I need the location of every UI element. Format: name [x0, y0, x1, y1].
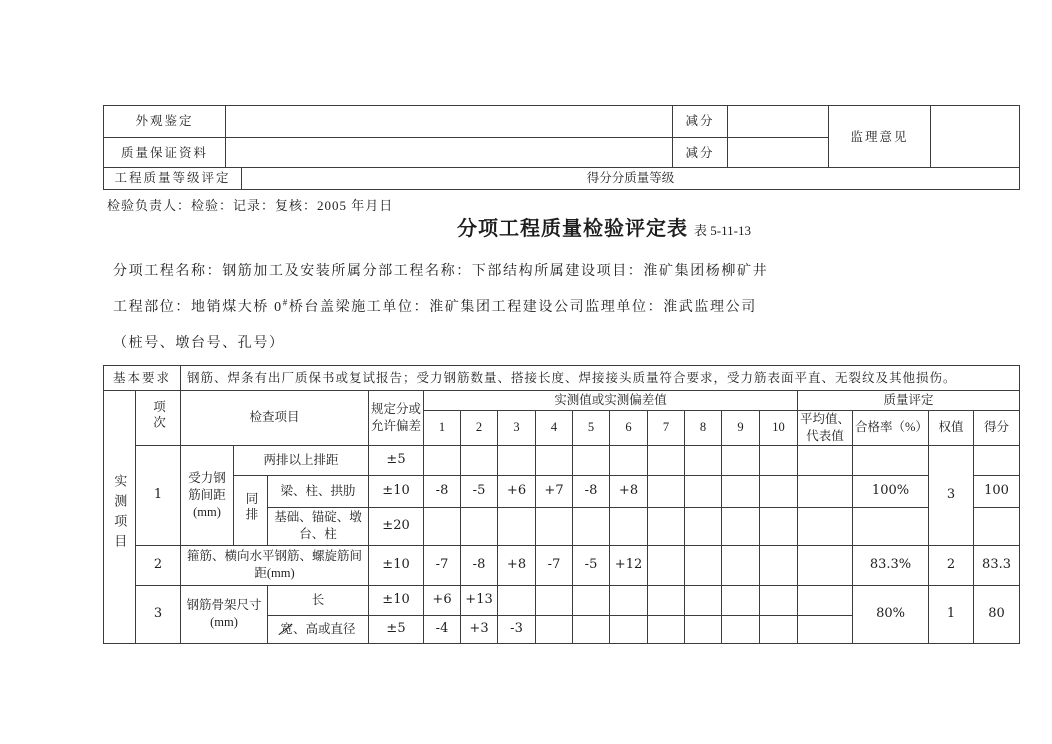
item1-name: 受力钢筋间距(mm) — [181, 445, 234, 545]
item3b-sub-rest: 、高或直径 — [293, 621, 356, 636]
deduction-value-cell-2 — [728, 138, 829, 169]
measured-value-cell — [685, 475, 722, 507]
header-col-4: 4 — [536, 411, 573, 446]
measured-value-cell — [760, 585, 798, 615]
header-col-3: 3 — [498, 411, 536, 446]
measured-value-cell — [610, 507, 648, 545]
item1b-tolerance: ±10 — [369, 475, 424, 507]
page-title-suffix: 表 5-11-13 — [694, 223, 751, 238]
header-spec: 规定分或允许偏差 — [369, 391, 424, 446]
measured-value-cell — [685, 507, 722, 545]
measured-value-cell — [722, 507, 760, 545]
item3-weight: 1 — [929, 585, 974, 643]
item1a-pass-cell — [853, 445, 929, 475]
item1-weight: 3 — [929, 445, 974, 545]
measured-value-cell — [648, 545, 685, 585]
measured-value-cell — [573, 445, 610, 475]
item3-name: 钢筋骨架尺寸(mm) — [181, 585, 268, 643]
measured-value-cell — [760, 545, 798, 585]
header-quality: 质量评定 — [798, 391, 1020, 411]
quality-assurance-label: 质量保证资料 — [104, 138, 226, 169]
measured-value-cell — [685, 545, 722, 585]
header-col-2: 2 — [461, 411, 498, 446]
basic-requirement-text: 钢筋、焊条有出厂质保书或复试报告；受力钢筋数量、搭接长度、焊接接头质量符合要求，受力筋表面平直、无裂纹及其他损伤。 — [181, 366, 1020, 391]
measured-value-cell — [424, 507, 461, 545]
item1c-sub: 基础、锚碇、墩台、柱 — [268, 507, 369, 545]
appearance-summary-table — [103, 105, 1020, 169]
measured-value-cell: +12 — [610, 545, 648, 585]
measured-value-cell: -8 — [424, 475, 461, 507]
measured-value-cell: -5 — [573, 545, 610, 585]
measured-value-cell — [760, 475, 798, 507]
header-col-1: 1 — [424, 411, 461, 446]
measured-value-cell — [722, 475, 760, 507]
item1c-pass-cell — [853, 507, 929, 545]
pile-number-line: （桩号、墩台号、孔号） — [113, 336, 285, 351]
measured-value-cell — [573, 585, 610, 615]
deduction-value-cell-1 — [728, 106, 829, 138]
item3a-average-cell — [798, 585, 853, 615]
header-score: 得分 — [974, 411, 1020, 446]
header-item-no-text: 项次 — [151, 399, 166, 431]
measured-value-cell — [648, 585, 685, 615]
item2-pass-rate: 83.3% — [853, 545, 929, 585]
measured-value-cell — [685, 615, 722, 643]
measured-value-cell — [760, 615, 798, 643]
side-label-cell — [104, 391, 136, 644]
header-average — [798, 411, 853, 446]
project-name-line: 分项工程名称：钢筋加工及安装所属分部工程名称：下部结构所属建设项目：淮矿集团杨柳矿井 — [113, 264, 769, 279]
measured-value-cell — [722, 585, 760, 615]
measured-value-cell: -5 — [461, 475, 498, 507]
header-measured: 实测值或实测偏差值 — [424, 391, 798, 411]
deduction-label-1: 减分 — [673, 106, 728, 138]
measured-value-cell: +6 — [498, 475, 536, 507]
item1c-score-cell — [974, 507, 1020, 545]
measured-value-cell — [536, 585, 573, 615]
page-title: 分项工程质量检验评定表 — [457, 218, 689, 240]
measured-value-cell — [685, 585, 722, 615]
item1-tongpai — [234, 475, 268, 545]
item2-weight: 2 — [929, 545, 974, 585]
side-label: 实测项目 — [112, 474, 128, 555]
measured-value-cell — [722, 545, 760, 585]
measured-value-cell: -3 — [498, 615, 536, 643]
measured-value-cell — [760, 445, 798, 475]
measured-value-cell — [536, 445, 573, 475]
item3-no: 3 — [136, 585, 181, 643]
header-average-l2: 代表值 — [806, 428, 844, 443]
item1-no: 1 — [136, 445, 181, 545]
item3-pass-rate: 80% — [853, 585, 929, 643]
measured-value-cell: -4 — [424, 615, 461, 643]
item1b-score: 100 — [974, 475, 1020, 507]
item3-score: 80 — [974, 585, 1020, 643]
measured-value-cell — [573, 507, 610, 545]
appearance-value-cell — [226, 106, 673, 138]
header-weight: 权值 — [929, 411, 974, 446]
measured-value-cell — [424, 445, 461, 475]
measured-value-cell — [536, 615, 573, 643]
measured-value-cell: +7 — [536, 475, 573, 507]
measured-value-cell — [648, 445, 685, 475]
location-prefix: 工程部位：地销煤大桥 0 — [113, 300, 283, 315]
measured-value-cell: +8 — [498, 545, 536, 585]
measured-value-cell — [648, 507, 685, 545]
item3b-sub — [268, 615, 369, 643]
item3a-sub: 长 — [268, 585, 369, 615]
item1c-average-cell — [798, 507, 853, 545]
item1b-sub: 梁、柱、拱肋 — [268, 475, 369, 507]
location-sup: # — [282, 297, 289, 308]
supervisor-opinion-label: 监理意见 — [829, 106, 931, 169]
item1a-average-cell — [798, 445, 853, 475]
measured-value-cell — [498, 585, 536, 615]
item1-tongpai-text: 同排 — [243, 492, 258, 524]
measured-value-cell: -8 — [573, 475, 610, 507]
measured-value-cell — [498, 507, 536, 545]
measured-value-cell: -7 — [536, 545, 573, 585]
item3b-sub-struck: 宽 — [280, 621, 294, 636]
header-average-l1: 平均值、 — [800, 412, 851, 426]
measured-value-cell: -8 — [461, 545, 498, 585]
measured-value-cell: +3 — [461, 615, 498, 643]
item2-no: 2 — [136, 545, 181, 585]
item3a-tolerance: ±10 — [369, 585, 424, 615]
appearance-label: 外观鉴定 — [104, 106, 226, 138]
grade-evaluation-table — [103, 167, 1020, 190]
measured-value-cell: +8 — [610, 475, 648, 507]
measured-value-cell — [536, 507, 573, 545]
measured-value-cell: +13 — [461, 585, 498, 615]
header-check-item: 检查项目 — [181, 391, 369, 446]
item1a-tolerance: ±5 — [369, 445, 424, 475]
item2-average-cell — [798, 545, 853, 585]
measured-value-cell — [461, 445, 498, 475]
deduction-label-2: 减分 — [673, 138, 728, 169]
measured-value-cell — [648, 615, 685, 643]
measured-value-cell — [760, 507, 798, 545]
measured-value-cell: +6 — [424, 585, 461, 615]
supervisor-opinion-cell — [931, 106, 1020, 169]
header-col-7: 7 — [648, 411, 685, 446]
measured-value-cell — [685, 445, 722, 475]
inspector-line: 检验负责人：检验：记录：复核：2005 年月日 — [107, 198, 394, 213]
item3b-tolerance: ±5 — [369, 615, 424, 643]
measured-value-cell: -7 — [424, 545, 461, 585]
page-title-block — [78, 212, 1052, 241]
grade-label: 工程质量等级评定 — [104, 168, 242, 190]
header-col-10: 10 — [760, 411, 798, 446]
header-item-no — [136, 391, 181, 446]
item2-score: 83.3 — [974, 545, 1020, 585]
item1c-tolerance: ±20 — [369, 507, 424, 545]
grade-value: 得分分质量等级 — [242, 168, 1020, 190]
measured-value-cell — [573, 615, 610, 643]
item1a-score-cell — [974, 445, 1020, 475]
measured-value-cell — [648, 475, 685, 507]
header-col-6: 6 — [610, 411, 648, 446]
inspection-table — [103, 365, 1020, 644]
item2-tolerance: ±10 — [369, 545, 424, 585]
measured-value-cell — [722, 615, 760, 643]
measured-value-cell — [610, 445, 648, 475]
item2-name: 箍筋、横向水平钢筋、螺旋筋间距(mm) — [181, 545, 369, 585]
measured-value-cell — [610, 585, 648, 615]
measured-value-cell — [610, 615, 648, 643]
basic-requirement-label: 基本要求 — [104, 366, 181, 391]
header-col-9: 9 — [722, 411, 760, 446]
item1a-sub: 两排以上排距 — [234, 445, 369, 475]
item1b-pass-rate: 100% — [853, 475, 929, 507]
header-col-8: 8 — [685, 411, 722, 446]
measured-value-cell — [461, 507, 498, 545]
item1b-average-cell — [798, 475, 853, 507]
project-location-line — [113, 296, 757, 316]
item3b-average-cell — [798, 615, 853, 643]
measured-value-cell — [498, 445, 536, 475]
header-pass-rate: 合格率（%） — [853, 411, 929, 446]
location-suffix: 桥台盖梁施工单位：淮矿集团工程建设公司监理单位：淮武监理公司 — [288, 300, 757, 315]
header-col-5: 5 — [573, 411, 610, 446]
measured-value-cell — [722, 445, 760, 475]
quality-assurance-value-cell — [226, 138, 673, 169]
